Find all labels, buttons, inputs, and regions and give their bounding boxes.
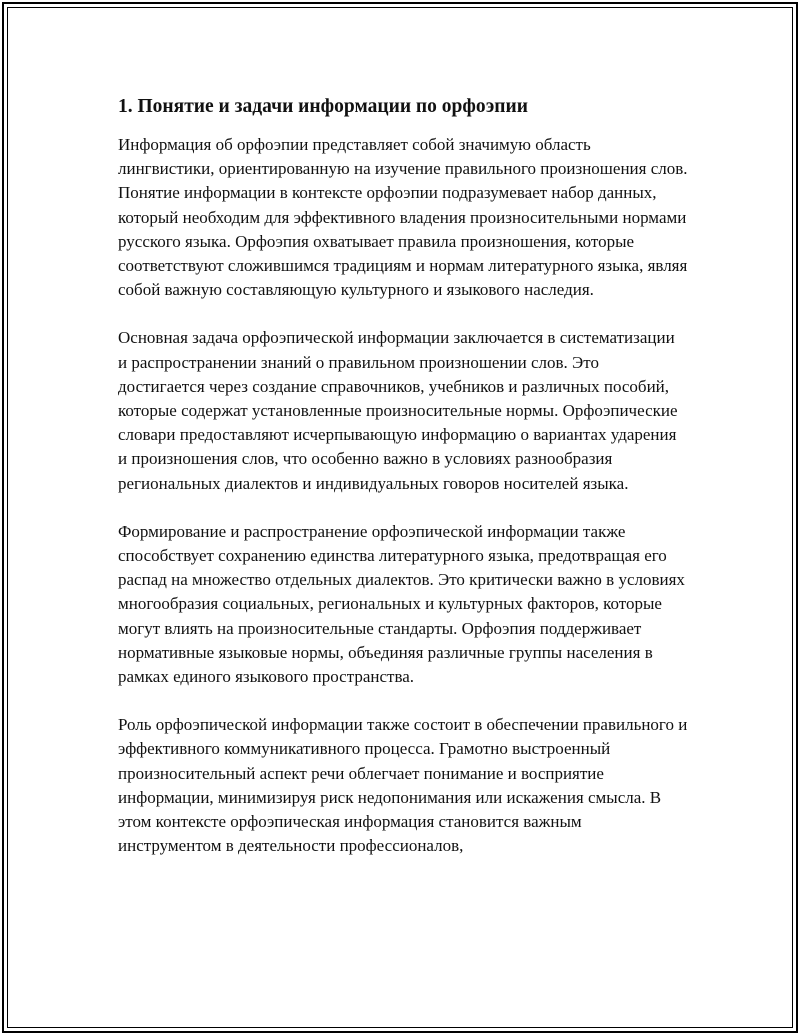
paragraph-3: Формирование и распространение орфоэпической информации также способствует сохранению единства литературного языка, предотвращая его распад на множество отдельных диалектов. Это критически важно в условиях многообразия социальных, региональных и культурных факторов, которые могут влиять на произносительные стандарты. Орфоэпия поддерживает нормативные языковые нормы, объединяя различные группы населения в рамках единого языкового пространства. (118, 521, 685, 687)
paragraph-1: Информация об орфоэпии представляет собой значимую область лингвистики, ориентированную на изучение правильного произношения слов. Понятие информации в контексте орфоэпии подразумевает набор данных, который необходим для эффективного владения произносительными нормами русского языка. Орфоэпия охватывает правила произношения, которые соответствуют сложившимся традициям и нормам литературного языка, являя собой важную составляющую культурного и языкового наследия. (118, 135, 688, 300)
section-heading: 1. Понятие и задачи информации по орфоэпии (118, 96, 528, 117)
document-body (118, 95, 688, 882)
paragraph-2: Основная задача орфоэпической информации заключается в систематизации и распространении знаний о правильном произношении слов. Это достигается через создание справочников, учебников и различных пособий, которые содержат установленные произносительные нормы. Орфоэпические словари предоставляют исчерпывающую информацию о вариантах ударения и произношения слов, что особенно важно в условиях разнообразия региональных диалектов и индивидуальных говоров носителей языка. (118, 328, 678, 493)
paragraph-4: Роль орфоэпической информации также состоит в обеспечении правильного и эффективного коммуникативного процесса. Грамотно выстроенный произносительный аспект речи облегчает понимание и восприятие информации, минимизируя риск недопонимания или искажения смысла. В этом контексте орфоэпическая информация становится важным инструментом в деятельности профессионалов, (118, 715, 688, 856)
